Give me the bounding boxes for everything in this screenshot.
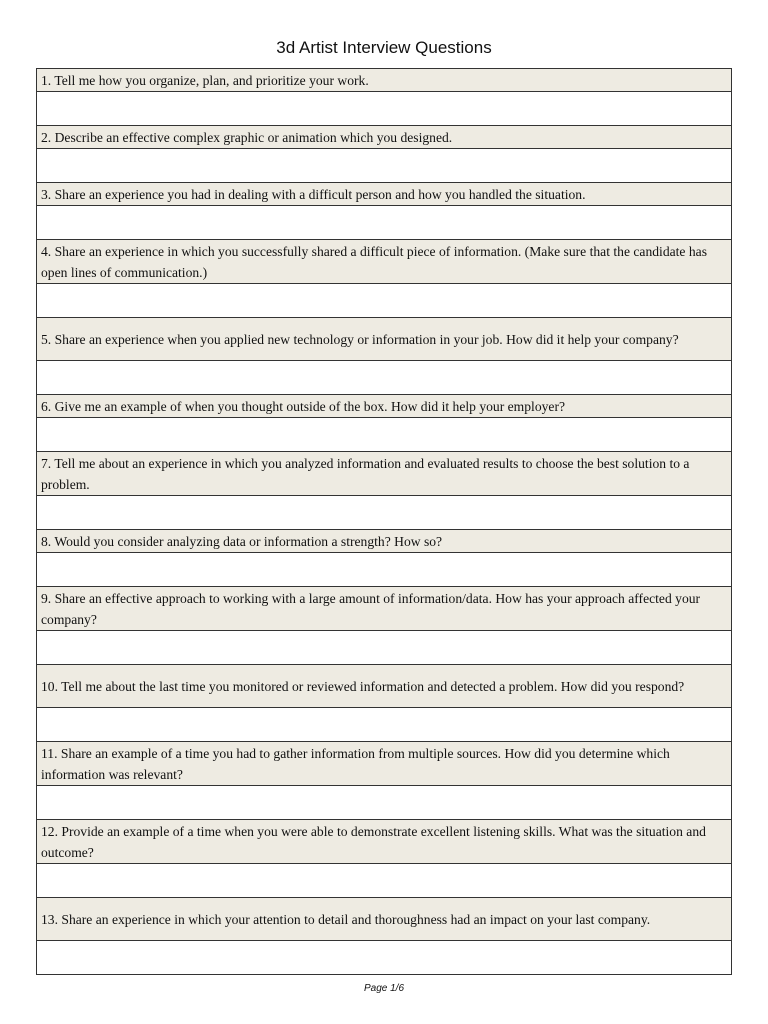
answer-cell[interactable] — [37, 631, 732, 665]
question-text: 10. Tell me about the last time you monitored or reviewed information and detected a problem. How did you respond? — [37, 665, 732, 708]
question-row — [37, 665, 732, 708]
question-row — [37, 898, 732, 941]
question-text: 3. Share an experience you had in dealing with a difficult person and how you handled the situation. — [37, 183, 732, 206]
question-row — [37, 742, 732, 786]
question-row — [37, 395, 732, 418]
answer-cell[interactable] — [37, 92, 732, 126]
question-text: 5. Share an experience when you applied new technology or information in your job. How did it help your company? — [37, 318, 732, 361]
answer-cell[interactable] — [37, 553, 732, 587]
questions-table — [36, 68, 732, 975]
question-row — [37, 587, 732, 631]
question-text: 8. Would you consider analyzing data or information a strength? How so? — [37, 530, 732, 553]
question-text: 7. Tell me about an experience in which you analyzed information and evaluated results to choose the best solution to a problem. — [37, 452, 732, 496]
question-row — [37, 240, 732, 284]
question-text: 4. Share an experience in which you successfully shared a difficult piece of information. (Make sure that the candidate has open lines of communication.) — [37, 240, 732, 284]
question-text: 13. Share an experience in which your attention to detail and thoroughness had an impact on your last company. — [37, 898, 732, 941]
answer-row[interactable] — [37, 631, 732, 665]
answer-row[interactable] — [37, 206, 732, 240]
question-text: 9. Share an effective approach to working with a large amount of information/data. How has your approach affected your company? — [37, 587, 732, 631]
question-text: 11. Share an example of a time you had to gather information from multiple sources. How did you determine which information was relevant? — [37, 742, 732, 786]
answer-row[interactable] — [37, 361, 732, 395]
answer-cell[interactable] — [37, 361, 732, 395]
question-row — [37, 69, 732, 92]
answer-cell[interactable] — [37, 206, 732, 240]
answer-cell[interactable] — [37, 941, 732, 975]
page-title: 3d Artist Interview Questions — [276, 38, 492, 57]
question-text: 12. Provide an example of a time when you were able to demonstrate excellent listening skills. What was the situation and outcome? — [37, 820, 732, 864]
question-row — [37, 126, 732, 149]
answer-cell[interactable] — [37, 496, 732, 530]
question-text: 2. Describe an effective complex graphic or animation which you designed. — [37, 126, 732, 149]
answer-cell[interactable] — [37, 418, 732, 452]
answer-row[interactable] — [37, 708, 732, 742]
answer-row[interactable] — [37, 92, 732, 126]
answer-row[interactable] — [37, 553, 732, 587]
question-row — [37, 530, 732, 553]
answer-row[interactable] — [37, 941, 732, 975]
question-text: 1. Tell me how you organize, plan, and prioritize your work. — [37, 69, 732, 92]
answer-row[interactable] — [37, 864, 732, 898]
answer-cell[interactable] — [37, 149, 732, 183]
question-row — [37, 820, 732, 864]
answer-cell[interactable] — [37, 708, 732, 742]
question-row — [37, 318, 732, 361]
question-row — [37, 183, 732, 206]
answer-row[interactable] — [37, 496, 732, 530]
answer-cell[interactable] — [37, 284, 732, 318]
answer-row[interactable] — [37, 418, 732, 452]
answer-row[interactable] — [37, 284, 732, 318]
question-row — [37, 452, 732, 496]
answer-row[interactable] — [37, 149, 732, 183]
question-text: 6. Give me an example of when you thought outside of the box. How did it help your employer? — [37, 395, 732, 418]
page-number: Page 1/6 — [363, 983, 405, 994]
answer-cell[interactable] — [37, 864, 732, 898]
answer-cell[interactable] — [37, 786, 732, 820]
answer-row[interactable] — [37, 786, 732, 820]
